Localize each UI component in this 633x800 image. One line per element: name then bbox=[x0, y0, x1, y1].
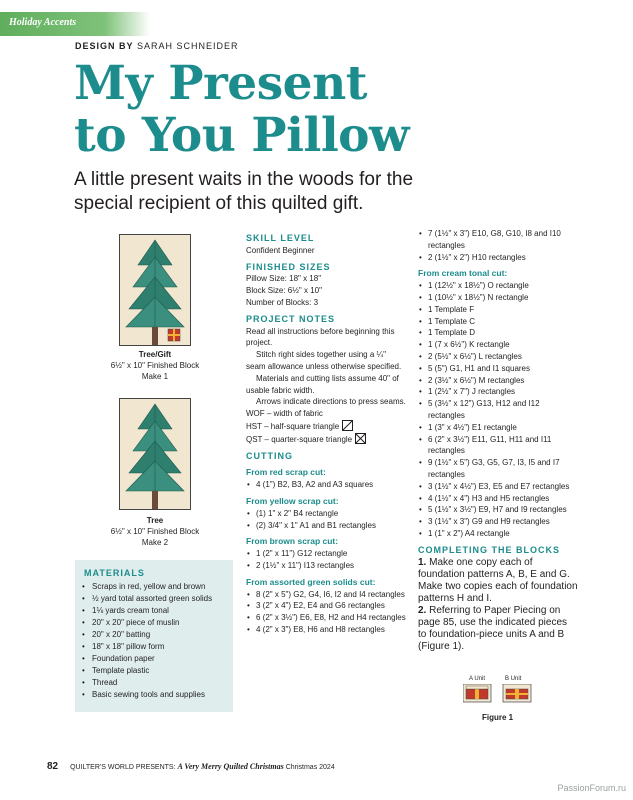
pillow-size: Pillow Size: 18" x 18" bbox=[246, 274, 322, 284]
step-text: Referring to Paper Piecing on page 85, use the indicated pieces to foundation-piece units A and B (Figure 1). bbox=[418, 604, 567, 652]
list-item: • 1 (2" x 11") G12 rectangle bbox=[246, 548, 406, 560]
figure-1-units bbox=[463, 684, 533, 704]
list-item: • 6 (2" x 3½") E6, E8, H2 and H4 rectangles bbox=[246, 612, 406, 624]
list-item: • 1 (3" x 4½") E1 rectangle bbox=[418, 422, 578, 434]
green-cut-list bbox=[246, 589, 406, 636]
section-tab-label: Holiday Accents bbox=[9, 17, 77, 28]
yellow-scrap-heading: From yellow scrap cut: bbox=[246, 495, 339, 506]
page-footer bbox=[47, 761, 335, 772]
brown-scrap-heading: From brown scrap cut: bbox=[246, 536, 339, 547]
qst-icon bbox=[355, 433, 366, 444]
watermark: PassionForum.ru bbox=[557, 783, 626, 793]
list-item: • 7 (1½" x 3") E10, G8, G10, I8 and I10 rectangles bbox=[418, 228, 578, 252]
step-2 bbox=[418, 605, 578, 653]
list-item: • Scraps in red, yellow and brown bbox=[75, 581, 233, 593]
step-1 bbox=[418, 557, 578, 605]
title-line-2: to You Pillow bbox=[74, 108, 409, 163]
middle-column bbox=[246, 233, 406, 636]
list-item: • 4 (2" x 3") E8, H6 and H8 rectangles bbox=[246, 624, 406, 636]
note-paragraph: Stitch right sides together using a ¼" seam allowance unless otherwise specified. bbox=[246, 350, 402, 371]
block-size: 6½" x 10" Finished Block bbox=[110, 361, 200, 370]
hst-icon bbox=[342, 420, 353, 431]
abbrev-hst: HST – half-square triangle bbox=[246, 421, 340, 431]
note-paragraph: Read all instructions before beginning this project. bbox=[246, 326, 395, 348]
list-item: • 2 (1½" x 11") I13 rectangles bbox=[246, 560, 406, 572]
step-number: 1. bbox=[418, 556, 427, 568]
list-item: • 2 (1½" x 2") H10 rectangles bbox=[418, 252, 578, 264]
list-item: • 1 Template F bbox=[418, 304, 578, 316]
finished-sizes-heading: FINISHED SIZES bbox=[246, 261, 331, 272]
list-item: • 4 (1") B2, B3, A2 and A3 squares bbox=[246, 479, 406, 491]
red-scrap-heading: From red scrap cut: bbox=[246, 467, 326, 478]
tree-gift-illustration bbox=[120, 235, 190, 345]
list-item: • Template plastic bbox=[75, 665, 233, 677]
list-item: • 1 (7 x 6½") K rectangle bbox=[418, 339, 578, 351]
block-make: Make 2 bbox=[141, 538, 169, 547]
designer-credit bbox=[75, 41, 239, 51]
abbrev-qst: QST – quarter-square triangle bbox=[246, 434, 353, 444]
tree-illustration bbox=[120, 399, 190, 509]
materials-heading: MATERIALS bbox=[84, 568, 145, 578]
list-item: • Foundation paper bbox=[75, 653, 233, 665]
list-item: • 20" x 20" piece of muslin bbox=[75, 617, 233, 629]
abbrev-qst-line bbox=[246, 433, 406, 446]
list-item: • 4 (1½" x 4") H3 and H5 rectangles bbox=[418, 493, 578, 505]
note-paragraph: Arrows indicate directions to press seams. bbox=[256, 397, 406, 407]
green-cut-list-continued bbox=[418, 228, 578, 263]
list-item: • 1 (10½" x 18½") N rectangle bbox=[418, 292, 578, 304]
list-item: • 6 (2" x 3½") E11, G11, H11 and I11 rectangles bbox=[418, 434, 578, 458]
list-item: • 3 (1½" x 4½") E3, E5 and E7 rectangles bbox=[418, 481, 578, 493]
green-solids-heading: From assorted green solids cut: bbox=[246, 576, 376, 587]
cream-tonal-heading: From cream tonal cut: bbox=[418, 268, 508, 279]
unit-a-label: A Unit bbox=[469, 676, 486, 682]
list-item: • 5 (1½" x 3½") E9, H7 and I9 rectangles bbox=[418, 504, 578, 516]
block-caption-1 bbox=[95, 349, 215, 382]
designer-name: SARAH SCHNEIDER bbox=[137, 41, 239, 51]
page-number: 82 bbox=[47, 761, 59, 772]
block-make: Make 1 bbox=[141, 372, 169, 381]
abbrev-hst-line bbox=[246, 420, 406, 433]
block-name: Tree bbox=[146, 516, 164, 525]
list-item: • 1 (1" x 2") A4 rectangle bbox=[418, 528, 578, 540]
page-title bbox=[74, 58, 409, 162]
section-tab bbox=[0, 12, 150, 36]
skill-heading: SKILL LEVEL bbox=[246, 233, 315, 243]
designer-prefix: DESIGN BY bbox=[75, 41, 134, 51]
title-line-1: My Present bbox=[74, 56, 367, 111]
right-column bbox=[418, 228, 578, 653]
list-item: • 1 Template D bbox=[418, 327, 578, 339]
block-name: Tree/Gift bbox=[138, 350, 172, 359]
materials-box bbox=[75, 560, 233, 712]
list-item: • 1 Template C bbox=[418, 316, 578, 328]
tree-block-image bbox=[119, 398, 191, 510]
completing-steps bbox=[418, 557, 578, 653]
cutting-heading: CUTTING bbox=[246, 450, 293, 461]
subtitle: A little present waits in the woods for the special recipient of this quilted gift. bbox=[74, 169, 414, 214]
list-item: • 5 (3½" x 12") G13, H12 and I12 rectangles bbox=[418, 398, 578, 422]
block-size-line: Block Size: 6½" x 10" bbox=[246, 286, 322, 296]
list-item: • 1⅛ yards cream tonal bbox=[75, 605, 233, 617]
step-number: 2. bbox=[418, 604, 427, 616]
issue-name: Christmas 2024 bbox=[285, 764, 335, 771]
abbrev-wof: WOF – width of fabric bbox=[246, 409, 323, 419]
number-of-blocks: Number of Blocks: 3 bbox=[246, 297, 319, 307]
figure-caption: Figure 1 bbox=[482, 713, 514, 722]
brown-cut-list bbox=[246, 548, 406, 572]
list-item: • 3 (2" x 4") E2, E4 and G6 rectangles bbox=[246, 600, 406, 612]
step-text: Make one copy each of foundation patterns A, B, E and G. Make two copies each of foundation patterns H and I. bbox=[418, 556, 578, 604]
list-item: • 3 (1½" x 3") G9 and H9 rectangles bbox=[418, 516, 578, 528]
list-item: • (1) 1" x 2" B4 rectangle bbox=[246, 508, 406, 520]
list-item: • Basic sewing tools and supplies bbox=[75, 689, 233, 701]
list-item: • 1 (12½" x 18½") O rectangle bbox=[418, 280, 578, 292]
completing-heading: COMPLETING THE BLOCKS bbox=[418, 544, 560, 555]
list-item: • 20" x 20" batting bbox=[75, 629, 233, 641]
block-caption-2 bbox=[95, 515, 215, 548]
tree-gift-block-image bbox=[119, 234, 191, 346]
materials-list bbox=[75, 581, 233, 701]
project-notes-heading: PROJECT NOTES bbox=[246, 313, 336, 324]
red-cut-list bbox=[246, 479, 406, 491]
series-name: QUILTER'S WORLD PRESENTS: bbox=[70, 764, 176, 771]
list-item: • 9 (1½" x 5") G3, G5, G7, I3, I5 and I7 rectangles bbox=[418, 457, 578, 481]
unit-b-label: B Unit bbox=[505, 676, 522, 682]
list-item: • 8 (2" x 5") G2, G4, I6, I2 and I4 rectangles bbox=[246, 589, 406, 601]
note-paragraph: Materials and cutting lists assume 40" of usable fabric width. bbox=[246, 373, 399, 395]
yellow-cut-list bbox=[246, 508, 406, 532]
list-item: • ½ yard total assorted green solids bbox=[75, 593, 233, 605]
publication-title: A Very Merry Quilted Christmas bbox=[177, 762, 284, 771]
list-item: • 18" x 18" pillow form bbox=[75, 641, 233, 653]
list-item: • 1 (2½" x 7") J rectangles bbox=[418, 386, 578, 398]
list-item: • 2 (3½" x 6½") M rectangles bbox=[418, 375, 578, 387]
skill-value: Confident Beginner bbox=[246, 245, 315, 255]
list-item: • Thread bbox=[75, 677, 233, 689]
cream-cut-list bbox=[418, 280, 578, 540]
block-size: 6½" x 10" Finished Block bbox=[110, 527, 200, 536]
list-item: • 5 (5") G1, H1 and I1 squares bbox=[418, 363, 578, 375]
list-item: • (2) 3/4" x 1" A1 and B1 rectangles bbox=[246, 520, 406, 532]
list-item: • 2 (5½" x 6½") L rectangles bbox=[418, 351, 578, 363]
